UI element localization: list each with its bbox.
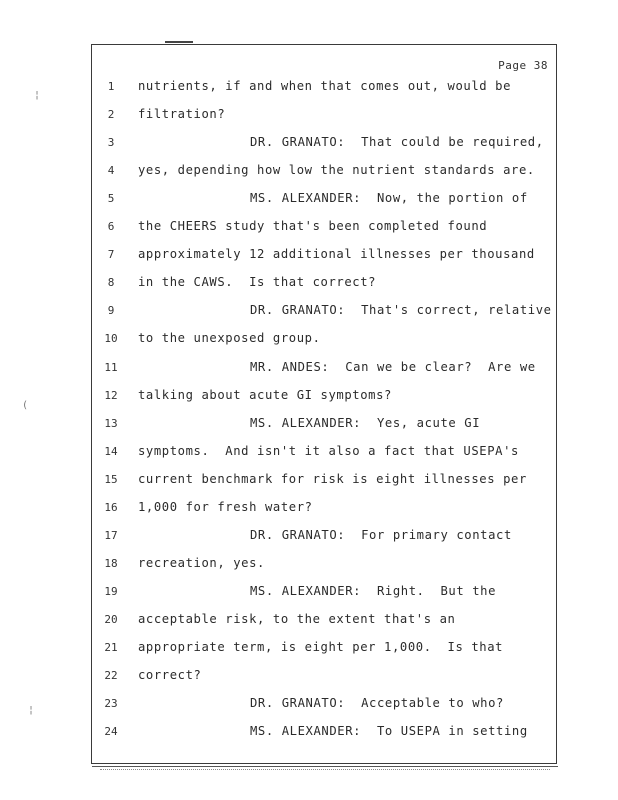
line-number: 12 [104,388,118,402]
line-number: 10 [104,332,118,346]
line-text: 1,000 for fresh water? [138,499,313,514]
line-number: 16 [104,500,118,514]
line-text: to the unexposed group. [138,331,321,346]
scan-artifact-bottom [100,769,550,772]
line-text: in the CAWS. Is that correct? [138,275,377,290]
transcript-line [92,612,558,632]
transcript-line [92,388,558,408]
transcript-line [92,191,558,211]
margin-mark-icon: ¦ [34,90,41,101]
line-number: 9 [107,304,115,318]
transcript-line [92,724,558,744]
transcript-line [92,556,558,576]
line-text: talking about acute GI symptoms? [138,387,392,402]
transcript-line [92,135,558,155]
line-number: 14 [104,444,118,458]
line-number: 23 [104,697,118,711]
line-number: 13 [104,416,118,430]
line-text: the CHEERS study that's been completed found [138,219,488,234]
transcript-line [92,696,558,716]
transcript-line [92,360,558,380]
line-number: 24 [104,725,118,739]
transcript-line [92,416,558,436]
line-text: appropriate term, is eight per 1,000. Is that [138,640,504,654]
line-number: 7 [107,248,115,262]
line-text: symptoms. And isn't it also a fact that USEPA's [138,443,519,458]
line-number: 5 [107,192,115,206]
page-number: Page 38 [498,59,548,72]
line-number: 4 [107,164,115,178]
line-text: nutrients, if and when that comes out, would be [138,79,512,93]
transcript-line [92,444,558,464]
line-number: 21 [104,641,118,654]
line-text: MS. ALEXANDER: Right. But the [250,583,497,598]
transcript-line [92,500,558,520]
line-text: correct? [138,668,202,683]
line-number: 19 [104,584,118,598]
line-text: DR. GRANATO: For primary contact [250,527,512,542]
line-number: 18 [104,556,118,570]
transcript-page [91,44,557,764]
margin-mark-icon: ¦ [28,705,35,716]
line-text: MS. ALEXANDER: To USEPA in setting [250,724,528,739]
transcript-line [92,331,558,351]
transcript-line [92,247,558,267]
transcript-line [92,528,558,548]
line-text: acceptable risk, to the extent that's an [138,611,456,626]
line-number: 22 [104,669,118,683]
line-text: recreation, yes. [138,555,265,570]
line-text: yes, depending how low the nutrient standards are. [138,163,535,178]
line-number: 8 [107,276,115,290]
transcript-line [92,163,558,183]
line-number: 2 [107,108,115,122]
transcript-line [92,275,558,295]
line-text: MS. ALEXANDER: Now, the portion of [250,191,528,206]
line-text: filtration? [138,107,226,122]
line-number: 6 [107,220,115,234]
line-text: DR. GRANATO: That's correct, relative [250,303,552,318]
transcript-line [92,107,558,127]
transcript-line [92,472,558,492]
transcript-line [92,640,558,660]
line-number: 20 [104,612,118,626]
line-number: 1 [107,80,115,93]
line-text: approximately 12 additional illnesses per thousand [138,247,535,262]
line-text: DR. GRANATO: That could be required, [250,135,544,150]
line-number: 11 [104,360,118,374]
line-text: current benchmark for risk is eight illnesses per [138,471,527,486]
transcript-line [92,79,558,99]
line-text: MS. ALEXANDER: Yes, acute GI [250,415,481,430]
transcript-line [92,219,558,239]
line-number: 17 [104,528,118,542]
line-text: MR. ANDES: Can we be clear? Are we [250,359,536,374]
line-number: 3 [107,136,115,150]
transcript-line [92,668,558,688]
line-text: DR. GRANATO: Acceptable to who? [250,696,504,711]
transcript-line [92,584,558,604]
transcript-line [92,303,558,323]
line-number: 15 [104,472,118,486]
margin-mark-icon: ( [22,400,29,411]
